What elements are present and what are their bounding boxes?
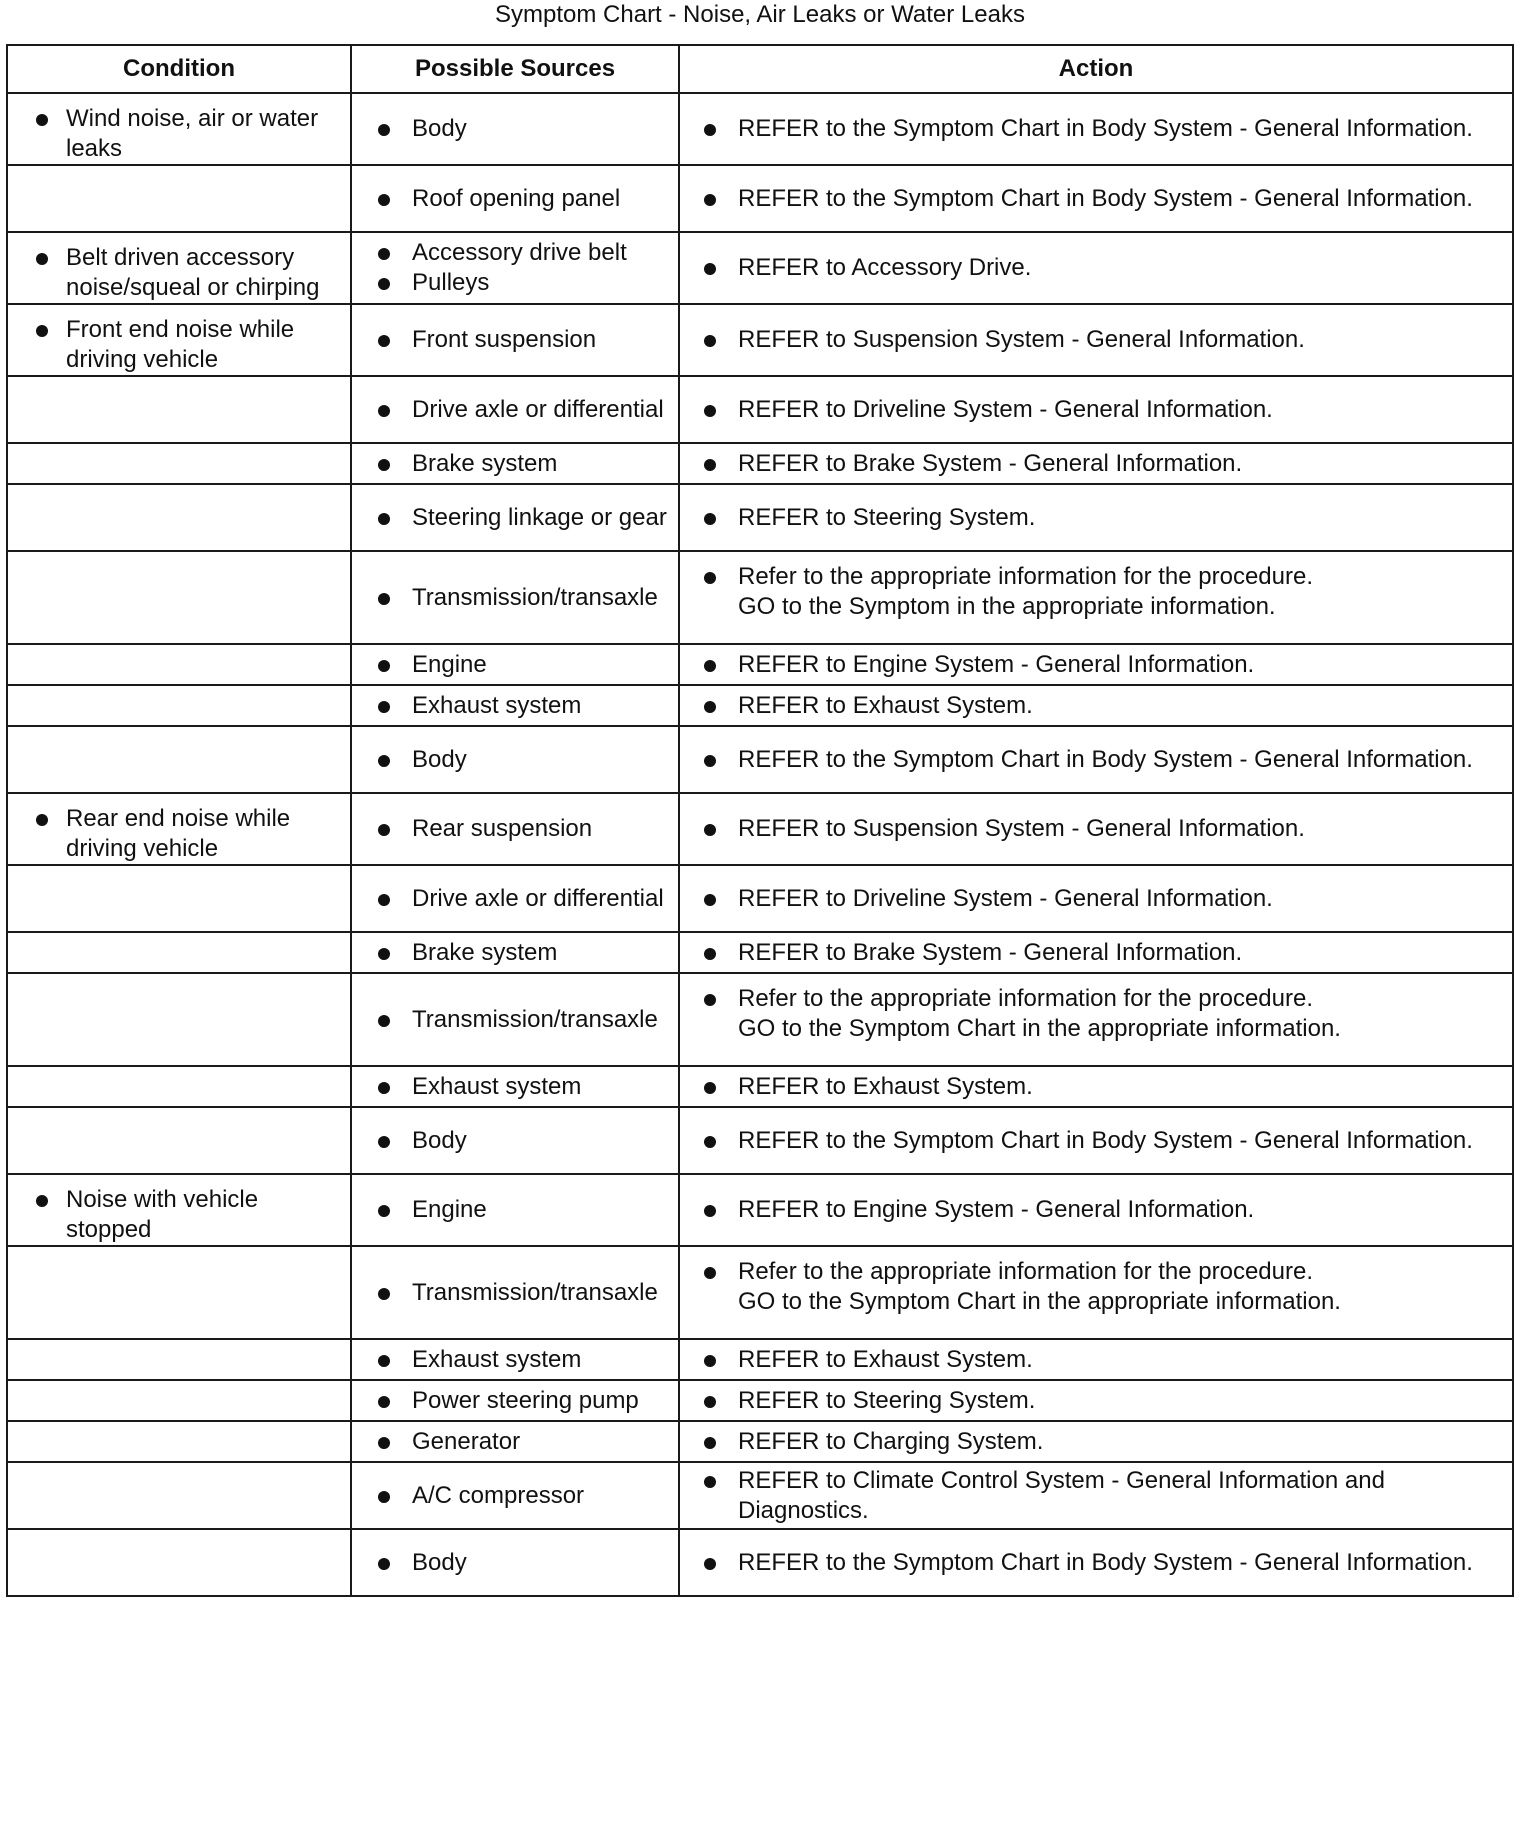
action-item xyxy=(680,325,1512,355)
action-cell xyxy=(679,1107,1513,1174)
possible-sources-cell xyxy=(351,1246,679,1339)
condition-cell xyxy=(7,865,351,932)
source-item: Engine xyxy=(352,650,678,680)
possible-sources-cell xyxy=(351,443,679,484)
source-item: Exhaust system xyxy=(352,1345,678,1375)
action-cell xyxy=(679,1339,1513,1380)
action-text: REFER to Exhaust System. xyxy=(738,1072,1033,1100)
condition-cell xyxy=(7,484,351,551)
possible-sources-cell xyxy=(351,1339,679,1380)
condition-cell xyxy=(7,932,351,973)
condition-cell xyxy=(7,793,351,865)
source-item: Body xyxy=(352,1548,678,1578)
symptom-chart-table xyxy=(6,44,1514,1597)
action-item xyxy=(680,884,1512,914)
action-cell xyxy=(679,165,1513,232)
possible-sources-cell xyxy=(351,1174,679,1246)
table-row xyxy=(7,1529,1513,1596)
action-item xyxy=(680,1345,1512,1375)
table-row xyxy=(7,1066,1513,1107)
table-row xyxy=(7,484,1513,551)
condition-cell xyxy=(7,726,351,793)
source-item: A/C compressor xyxy=(352,1481,678,1511)
source-item: Exhaust system xyxy=(352,691,678,721)
source-item: Engine xyxy=(352,1195,678,1225)
possible-sources-cell xyxy=(351,1421,679,1462)
action-text: REFER to Suspension System - General Information. xyxy=(738,326,1305,353)
table-row xyxy=(7,973,1513,1066)
table-row xyxy=(7,304,1513,376)
possible-sources-cell xyxy=(351,304,679,376)
table-row xyxy=(7,644,1513,685)
table-row xyxy=(7,232,1513,304)
action-item xyxy=(680,552,1512,622)
possible-sources-cell xyxy=(351,726,679,793)
condition-text: Rear end noise while driving vehicle xyxy=(8,794,350,864)
condition-cell xyxy=(7,1339,351,1380)
source-item: Power steering pump xyxy=(352,1386,678,1416)
possible-sources-cell xyxy=(351,1462,679,1529)
condition-text: Noise with vehicle stopped xyxy=(8,1175,350,1245)
action-cell xyxy=(679,1462,1513,1529)
action-text: Refer to the appropriate information for the procedure. xyxy=(738,1258,1313,1285)
source-item: Brake system xyxy=(352,449,678,479)
source-item: Pulleys xyxy=(352,268,678,298)
possible-sources-cell xyxy=(351,1066,679,1107)
table-row xyxy=(7,865,1513,932)
action-item xyxy=(680,1247,1512,1317)
action-cell xyxy=(679,232,1513,304)
action-cell xyxy=(679,644,1513,685)
possible-sources-cell xyxy=(351,484,679,551)
action-item xyxy=(680,503,1512,533)
action-cell xyxy=(679,1380,1513,1421)
action-text: REFER to Steering System. xyxy=(738,1386,1036,1414)
action-text: REFER to the Symptom Chart in Body System - General Information. xyxy=(738,1548,1473,1576)
table-row xyxy=(7,793,1513,865)
action-item xyxy=(680,1548,1512,1578)
condition-cell xyxy=(7,1066,351,1107)
action-text: REFER to Driveline System - General Information. xyxy=(738,395,1273,423)
condition-cell xyxy=(7,93,351,165)
table-row xyxy=(7,932,1513,973)
possible-sources-cell xyxy=(351,865,679,932)
possible-sources-cell xyxy=(351,973,679,1066)
source-item: Transmission/transaxle xyxy=(352,1005,678,1035)
condition-cell xyxy=(7,973,351,1066)
action-item xyxy=(680,938,1512,968)
action-item xyxy=(680,1386,1512,1416)
condition-cell xyxy=(7,165,351,232)
condition-cell xyxy=(7,1174,351,1246)
action-cell xyxy=(679,865,1513,932)
possible-sources-cell xyxy=(351,165,679,232)
condition-text: Belt driven accessory noise/squeal or chirping xyxy=(8,233,350,303)
source-item: Generator xyxy=(352,1427,678,1457)
page-title: Symptom Chart - Noise, Air Leaks or Water Leaks xyxy=(495,1,1025,28)
table-header-row xyxy=(7,45,1513,93)
possible-sources-cell xyxy=(351,685,679,726)
source-item: Front suspension xyxy=(352,325,678,355)
condition-cell xyxy=(7,644,351,685)
action-text: REFER to Exhaust System. xyxy=(738,1345,1033,1373)
action-cell xyxy=(679,1174,1513,1246)
possible-sources-cell xyxy=(351,932,679,973)
action-text: REFER to Exhaust System. xyxy=(738,691,1033,719)
source-item: Rear suspension xyxy=(352,814,678,844)
action-cell xyxy=(679,551,1513,644)
action-text: REFER to Suspension System - General Information. xyxy=(738,815,1305,842)
action-cell xyxy=(679,304,1513,376)
action-cell xyxy=(679,932,1513,973)
action-text: GO to the Symptom Chart in the appropriate information. xyxy=(738,1015,1341,1042)
action-item xyxy=(680,691,1512,721)
action-cell xyxy=(679,973,1513,1066)
source-item: Body xyxy=(352,1126,678,1156)
possible-sources-cell xyxy=(351,1380,679,1421)
possible-sources-cell xyxy=(351,1107,679,1174)
action-cell xyxy=(679,93,1513,165)
action-item xyxy=(680,1126,1512,1156)
action-cell xyxy=(679,376,1513,443)
source-item: Drive axle or differential xyxy=(352,395,678,425)
action-text: REFER to Engine System - General Information. xyxy=(738,650,1255,678)
action-item xyxy=(680,650,1512,680)
action-text: Refer to the appropriate information for the procedure. xyxy=(738,985,1313,1012)
action-cell xyxy=(679,726,1513,793)
action-item xyxy=(680,974,1512,1044)
action-item xyxy=(680,253,1512,283)
condition-cell xyxy=(7,1421,351,1462)
table-row xyxy=(7,1339,1513,1380)
action-text: REFER to Brake System - General Information. xyxy=(738,938,1243,966)
action-item xyxy=(680,1195,1512,1225)
table-row xyxy=(7,443,1513,484)
table-row xyxy=(7,551,1513,644)
action-item xyxy=(680,745,1512,775)
action-text: Refer to the appropriate information for the procedure. xyxy=(738,563,1313,590)
condition-cell xyxy=(7,1107,351,1174)
table-row xyxy=(7,376,1513,443)
table-row xyxy=(7,93,1513,165)
table-row xyxy=(7,1107,1513,1174)
possible-sources-cell xyxy=(351,232,679,304)
action-text: REFER to Driveline System - General Information. xyxy=(738,884,1273,912)
table-row xyxy=(7,1246,1513,1339)
action-text: REFER to the Symptom Chart in Body System - General Information. xyxy=(738,745,1473,773)
table-body xyxy=(7,93,1513,1596)
action-item xyxy=(680,814,1512,844)
action-cell xyxy=(679,1066,1513,1107)
action-text: GO to the Symptom in the appropriate information. xyxy=(738,593,1276,620)
action-text: GO to the Symptom Chart in the appropriate information. xyxy=(738,1288,1341,1315)
table-row xyxy=(7,1462,1513,1529)
action-cell xyxy=(679,1421,1513,1462)
table-row xyxy=(7,165,1513,232)
condition-cell xyxy=(7,551,351,644)
condition-cell xyxy=(7,1380,351,1421)
source-item: Body xyxy=(352,114,678,144)
condition-cell xyxy=(7,1246,351,1339)
possible-sources-cell xyxy=(351,551,679,644)
table-row xyxy=(7,726,1513,793)
possible-sources-cell xyxy=(351,644,679,685)
action-text: REFER to Charging System. xyxy=(738,1427,1044,1455)
action-text: REFER to the Symptom Chart in Body System - General Information. xyxy=(738,115,1473,142)
source-item: Brake system xyxy=(352,938,678,968)
source-item: Accessory drive belt xyxy=(352,238,678,268)
header-possible-sources: Possible Sources xyxy=(351,45,679,93)
condition-text: Wind noise, air or water leaks xyxy=(8,94,350,164)
condition-cell xyxy=(7,304,351,376)
header-condition: Condition xyxy=(7,45,351,93)
condition-cell xyxy=(7,376,351,443)
table-row xyxy=(7,685,1513,726)
possible-sources-cell xyxy=(351,1529,679,1596)
possible-sources-cell xyxy=(351,93,679,165)
action-cell xyxy=(679,443,1513,484)
action-cell xyxy=(679,685,1513,726)
condition-cell xyxy=(7,685,351,726)
table-row xyxy=(7,1380,1513,1421)
action-text: REFER to Accessory Drive. xyxy=(738,254,1032,281)
condition-cell xyxy=(7,443,351,484)
possible-sources-cell xyxy=(351,793,679,865)
action-item xyxy=(680,449,1512,479)
action-item xyxy=(680,184,1512,214)
action-item xyxy=(680,395,1512,425)
action-cell xyxy=(679,1246,1513,1339)
action-text: REFER to Steering System. xyxy=(738,503,1036,531)
source-item: Roof opening panel xyxy=(352,184,678,214)
condition-cell xyxy=(7,1529,351,1596)
source-item: Drive axle or differential xyxy=(352,884,678,914)
action-text: REFER to Brake System - General Information. xyxy=(738,449,1243,477)
possible-sources-cell xyxy=(351,376,679,443)
action-text: REFER to Engine System - General Information. xyxy=(738,1196,1255,1223)
header-action: Action xyxy=(679,45,1513,93)
action-text: REFER to Climate Control System - General Information and Diagnostics. xyxy=(738,1466,1385,1524)
action-item xyxy=(680,1072,1512,1102)
action-item xyxy=(680,1427,1512,1457)
action-item xyxy=(680,1466,1512,1526)
table-row xyxy=(7,1421,1513,1462)
condition-cell xyxy=(7,1462,351,1529)
action-cell xyxy=(679,793,1513,865)
action-cell xyxy=(679,484,1513,551)
source-item: Transmission/transaxle xyxy=(352,1278,678,1308)
action-text: REFER to the Symptom Chart in Body System - General Information. xyxy=(738,184,1473,212)
table-row xyxy=(7,1174,1513,1246)
action-cell xyxy=(679,1529,1513,1596)
condition-text: Front end noise while driving vehicle xyxy=(8,305,350,375)
source-item: Transmission/transaxle xyxy=(352,583,678,613)
source-item: Steering linkage or gear xyxy=(352,503,678,533)
action-item xyxy=(680,114,1512,144)
action-text: REFER to the Symptom Chart in Body System - General Information. xyxy=(738,1126,1473,1154)
condition-cell xyxy=(7,232,351,304)
source-item: Exhaust system xyxy=(352,1072,678,1102)
source-item: Body xyxy=(352,745,678,775)
